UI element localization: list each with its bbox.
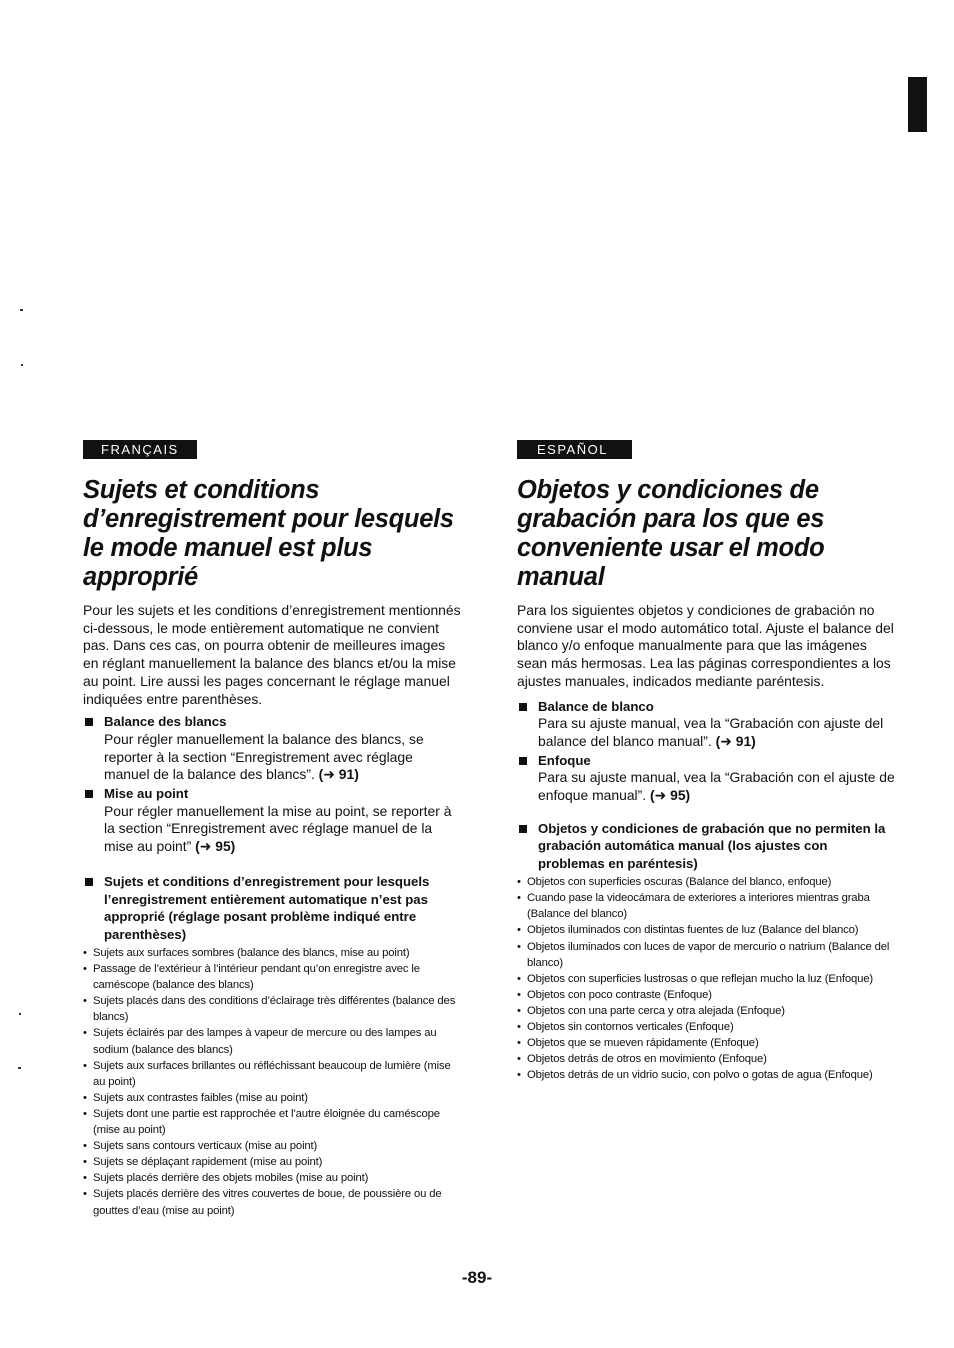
list-item: • Sujets sans contours verticaux (mise au point) [83, 1138, 461, 1154]
square-bullet-icon [85, 790, 93, 798]
page-reference: (➜ 91) [318, 766, 359, 783]
subheading: Balance des blancs [104, 714, 227, 730]
square-bullet-icon [519, 757, 527, 765]
list-item: • Sujets placés derrière des vitres couvertes de boue, de poussière ou de gouttes d’eau (mise au point) [83, 1186, 461, 1218]
subheading: Balance de blanco [538, 698, 654, 714]
list-item: • Sujets aux contrastes faibles (mise au point) [83, 1090, 461, 1106]
problem-conditions-section [517, 820, 897, 873]
subsection-body: Pour régler manuellement la balance des blancs, se reporter à la section “Enregistrement avec réglage manuel de la balance des blancs”. (➜ 91) [104, 730, 424, 783]
section-title: Sujets et conditions d’enregistrement pour lesquels le mode manuel est plus approprié [83, 476, 454, 591]
list-item: • Objetos con superficies lustrosas o que reflejan mucho la luz (Enfoque) [517, 971, 897, 987]
subsection-body: Pour régler manuellement la mise au point, se reporter à la section “Enregistrement avec réglage manuel de la mise au point” (➜ 95) [104, 802, 452, 855]
list-item: • Sujets placés derrière des objets mobiles (mise au point) [83, 1170, 461, 1186]
focus-section [517, 752, 897, 805]
scan-speck [20, 309, 23, 311]
problem-list [83, 945, 461, 1219]
list-item: • Sujets éclairés par des lampes à vapeur de mercure ou des lampes au sodium (balance des blancs) [83, 1025, 461, 1057]
spanish-column [517, 440, 897, 1083]
section-edge-marker [908, 77, 927, 132]
list-item: • Sujets dont une partie est rapprochée et l’autre éloignée du caméscope (mise au point) [83, 1106, 461, 1138]
page-number: -89- [461, 1268, 493, 1287]
list-item: • Objetos con superficies oscuras (Balance del blanco, enfoque) [517, 874, 897, 890]
subsection-body: Para su ajuste manual, vea la “Grabación con el ajuste de enfoque manual”. (➜ 95) [538, 769, 895, 803]
language-tab-french: FRANÇAIS [83, 440, 197, 459]
list-item: • Passage de l’extérieur à l’intérieur pendant qu’on enregistre avec le caméscope (balance des blancs) [83, 961, 461, 993]
white-balance-section [83, 713, 461, 784]
square-bullet-icon [519, 703, 527, 711]
intro-paragraph: Pour les sujets et les conditions d’enregistrement mentionnés ci-dessous, le mode entièrement automatique ne convient pas. Dans ces cas, on pourra obtenir de meilleures images en réglant manuellement la balance des blancs et/ou la mise au point. Lire aussi les pages concernant le réglage manuel indiquées entre parenthèses. [83, 602, 461, 707]
list-item: • Sujets se déplaçant rapidement (mise au point) [83, 1154, 461, 1170]
list-item: • Sujets placés dans des conditions d’éclairage très différentes (balance des blancs) [83, 993, 461, 1025]
scan-speck [21, 364, 23, 366]
square-bullet-icon [519, 825, 527, 833]
list-item: • Sujets aux surfaces brillantes ou réfléchissant beaucoup de lumière (mise au point) [83, 1058, 461, 1090]
section-title: Objetos y condiciones de grabación para los que es conveniente usar el modo manual [517, 476, 825, 591]
focus-section [83, 785, 461, 856]
language-tab-spanish: ESPAÑOL [517, 440, 632, 459]
page-reference: (➜ 95) [649, 786, 691, 803]
list-item: • Objetos con poco contraste (Enfoque) [517, 987, 897, 1003]
subsection-body: Para su ajuste manual, vea la “Grabación con ajuste del balance del blanco manual”. (➜ 91) [538, 715, 884, 749]
list-item: • Objetos sin contornos verticales (Enfoque) [517, 1019, 897, 1035]
intro-paragraph: Para los siguientes objetos y condiciones de grabación no conviene usar el modo automático total. Ajuste el balance del blanco y/o enfoque manualmente para que las imágenes sean más hermosas. Lea las páginas correspondientes a los ajustes manuales, indicados mediante paréntesis. [517, 602, 894, 689]
subheading: Enfoque [538, 752, 591, 768]
square-bullet-icon [85, 718, 93, 726]
list-item: • Sujets aux surfaces sombres (balance des blancs, mise au point) [83, 945, 461, 961]
list-item: • Objetos con una parte cerca y otra alejada (Enfoque) [517, 1003, 897, 1019]
scan-speck [18, 1067, 21, 1069]
square-bullet-icon [85, 878, 93, 886]
page-reference: (➜ 95) [195, 838, 236, 855]
list-item: • Objetos iluminados con distintas fuentes de luz (Balance del blanco) [517, 922, 897, 938]
scan-speck [19, 1013, 21, 1015]
subheading: Mise au point [104, 786, 189, 802]
white-balance-section [517, 698, 897, 751]
list-item: • Objetos detrás de otros en movimiento (Enfoque) [517, 1051, 897, 1067]
french-column [83, 440, 461, 1219]
list-item: • Cuando pase la videocámara de exteriores a interiores mientras graba (Balance del blanco) [517, 890, 897, 922]
list-item: • Objetos detrás de un vidrio sucio, con polvo o gotas de agua (Enfoque) [517, 1067, 897, 1083]
page-reference: (➜ 91) [715, 732, 756, 749]
problem-conditions-section [83, 873, 461, 943]
problem-list [517, 874, 897, 1083]
list-item: • Objetos iluminados con luces de vapor de mercurio o natrium (Balance del blanco) [517, 939, 897, 971]
subheading: Objetos y condiciones de grabación que no permiten la grabación automática manual (los ajustes con problemas en paréntesis) [538, 820, 886, 871]
subheading: Sujets et conditions d’enregistrement pour lesquels l’enregistrement entièrement automatique n’est pas approprié (réglage posant problème indiqué entre parenthèses) [104, 874, 430, 942]
list-item: • Objetos que se mueven rápidamente (Enfoque) [517, 1035, 897, 1051]
